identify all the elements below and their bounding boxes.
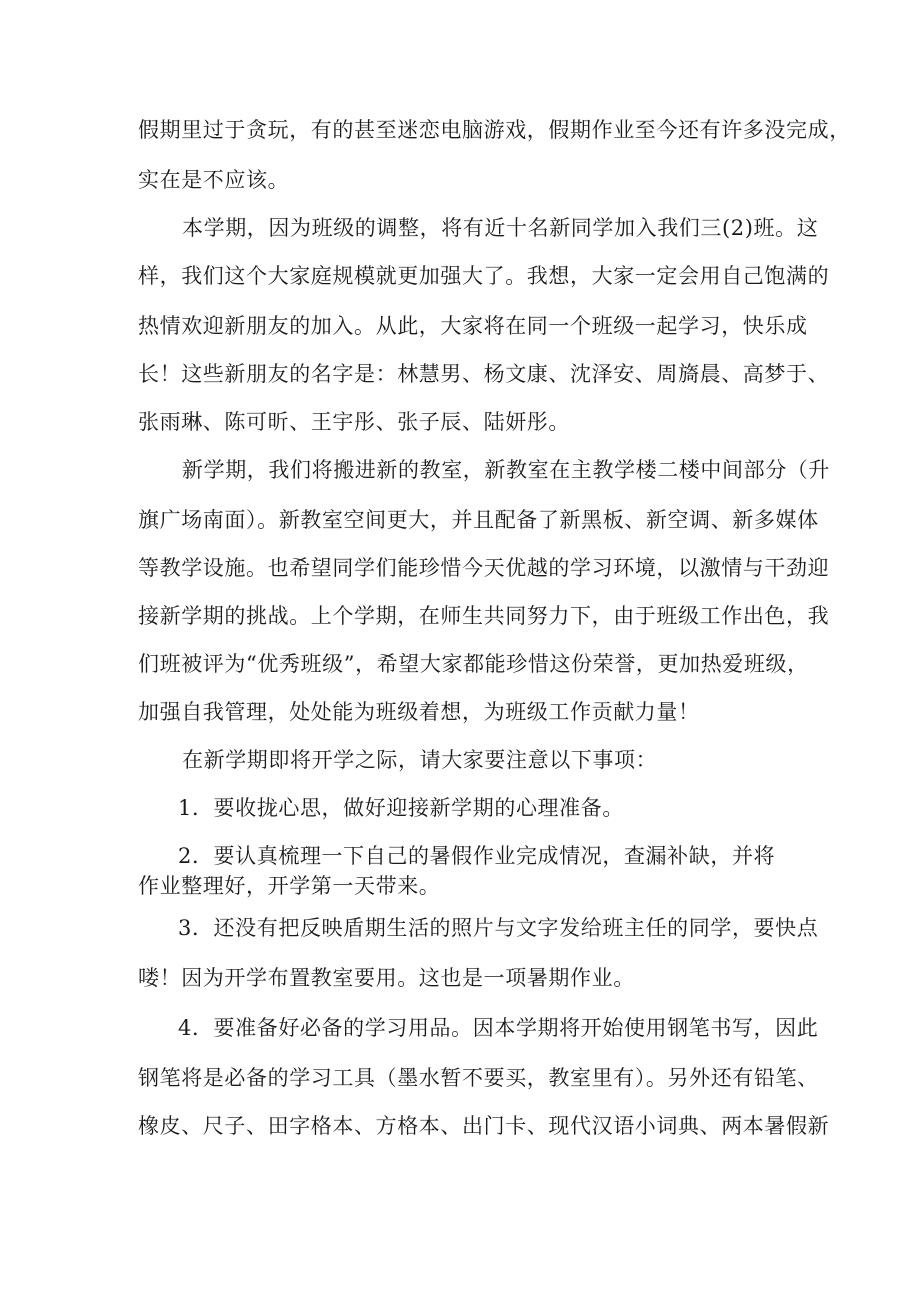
text-line: 加强自我管理，处处能为班级着想，为班级工作贡献力量！ bbox=[138, 700, 700, 724]
paragraph-start: 本学期，因为班级的调整，将有近十名新同学加入我们三(2)班。这 bbox=[182, 216, 819, 240]
list-item-4-continuation: 橡皮、尺子、田字格本、方格本、出门卡、现代汉语小词典、两本暑假新 bbox=[138, 1114, 830, 1138]
list-item-1: 1．要收拢心思，做好迎接新学期的心理准备。 bbox=[178, 796, 624, 820]
text-line: 样，我们这个大家庭规模就更加强大了。我想，大家一定会用自己饱满的 bbox=[138, 264, 830, 288]
text-line: 等教学设施。也希望同学们能珍惜今天优越的学习环境，以激情与干劲迎 bbox=[138, 556, 830, 580]
text-line: 热情欢迎新朋友的加入。从此，大家将在同一个班级一起学习，快乐成 bbox=[138, 314, 808, 338]
text-line: 张雨琳、陈可昕、王宇彤、张子辰、陆妍彤。 bbox=[138, 410, 570, 434]
list-item-3: 3．还没有把反映盾期生活的照片与文字发给班主任的同学，要快点 bbox=[178, 916, 819, 940]
list-item-4: 4．要准备好必备的学习用品。因本学期将开始使用钢笔书写，因此 bbox=[178, 1016, 819, 1040]
text-line: 长！这些新朋友的名字是：林慧男、杨文康、沈泽安、周旖晨、高梦于、 bbox=[138, 362, 830, 386]
text-line: 假期里过于贪玩，有的甚至迷恋电脑游戏，假期作业至今还有许多没完成， bbox=[138, 118, 851, 142]
list-item-2: 2．要认真梳理一下自己的暑假作业完成情况，查漏补缺，并将 bbox=[178, 844, 776, 868]
paragraph-start: 在新学期即将开学之际，请大家要注意以下事项： bbox=[182, 748, 658, 772]
list-item-3-continuation: 喽！因为开学布置教室要用。这也是一项暑期作业。 bbox=[138, 966, 635, 990]
paragraph-start: 新学期，我们将搬进新的教室，新教室在主教学楼二楼中间部分（升 bbox=[182, 458, 830, 482]
text-line: 们班被评为“优秀班级”，希望大家都能珍惜这份荣誉，更加热爱班级， bbox=[138, 652, 809, 676]
text-line: 旗广场南面）。新教室空间更大，并且配备了新黑板、新空调、新多媒体 bbox=[138, 508, 819, 532]
text-line: 实在是不应该。 bbox=[138, 168, 290, 192]
list-item-2-continuation: 作业整理好，开学第一天带来。 bbox=[138, 874, 441, 898]
text-line: 接新学期的挑战。上个学期，在师生共同努力下，由于班级工作出色，我 bbox=[138, 604, 830, 628]
list-item-4-continuation: 钢笔将是必备的学习工具（墨水暂不要买，教室里有）。另外还有铅笔、 bbox=[138, 1066, 819, 1090]
